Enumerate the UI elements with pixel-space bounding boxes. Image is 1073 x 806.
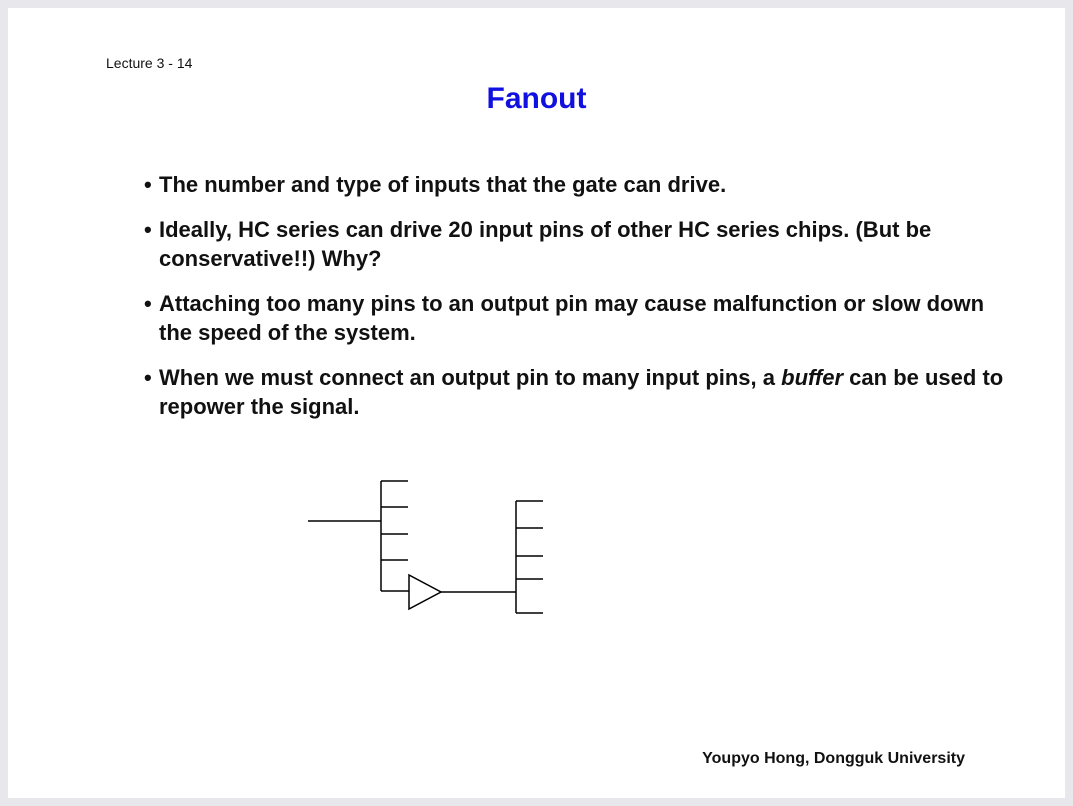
buffer-fanout-diagram bbox=[298, 473, 568, 633]
bullet-dot: • bbox=[144, 172, 152, 197]
bullet-dot: • bbox=[144, 290, 152, 316]
bullet-item bbox=[144, 170, 1004, 200]
bullet-text: Attaching too many pins to an output pin may cause malfunction or slow down the speed of the system. bbox=[159, 290, 985, 345]
slide bbox=[8, 8, 1065, 798]
lecture-label: Lecture 3 - 14 bbox=[106, 55, 193, 71]
bullet-item bbox=[144, 289, 1004, 348]
bullet-text-before: When we must connect an output pin to many input pins, a bbox=[159, 364, 782, 390]
bullet-dot: • bbox=[144, 216, 152, 242]
footer-credit: Youpyo Hong, Dongguk University bbox=[702, 750, 965, 767]
bullet-text-after: can be used to repower the signal. bbox=[159, 364, 1004, 419]
bullet-list bbox=[144, 170, 1004, 437]
bullet-item bbox=[144, 363, 1004, 422]
bullet-text: Ideally, HC series can drive 20 input pins of other HC series chips. (But be conservative!!) Why? bbox=[159, 216, 932, 271]
bullet-text: The number and type of inputs that the gate can drive. bbox=[159, 172, 727, 197]
bullet-text-emphasis: buffer bbox=[781, 364, 844, 390]
bullet-dot: • bbox=[144, 364, 152, 390]
buffer-icon bbox=[409, 575, 441, 609]
bullet-item bbox=[144, 215, 1004, 274]
slide-title: Fanout bbox=[486, 82, 587, 115]
